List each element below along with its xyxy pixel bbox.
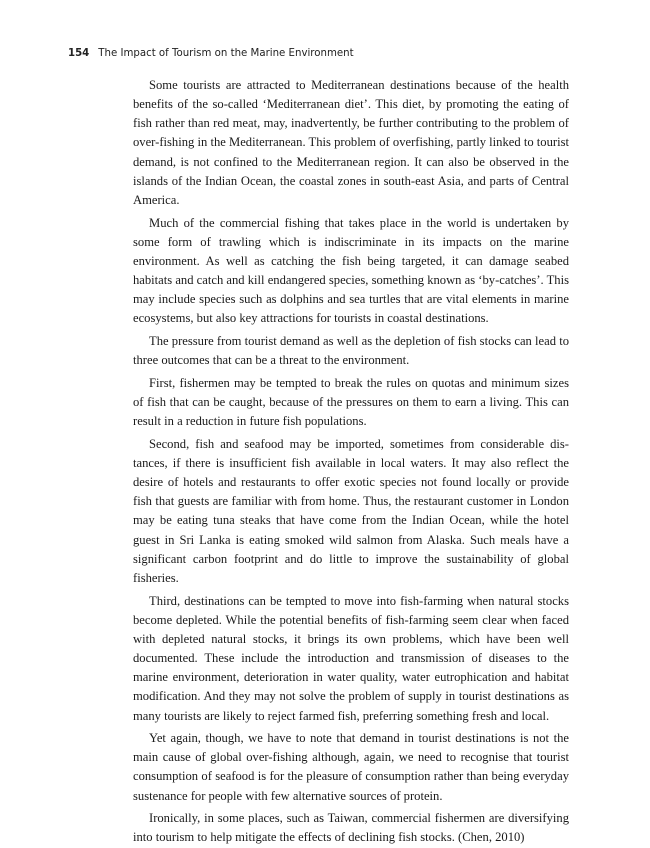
paragraph: The pressure from tourist demand as well as the depletion of fish stocks can lead to three outcomes that can be a threat to the environment. bbox=[133, 334, 569, 368]
paragraph: Third, destinations can be tempted to move into fish-farming when natural stocks become depleted. While the potential benefits of fish-farming seem clear when faced with depleted natural stocks, it brings its own problems, which have been well documented. These include the introduction and transmission of diseases to the marine environment, deterioration in water quality, water eutrophication and habitat modification. And they may not solve the problem of supply in tourist destinations as many tourists are likely to reject farmed fish, preferring something fresh and local. bbox=[133, 593, 569, 723]
running-title: The Impact of Tourism on the Marine Environment bbox=[98, 48, 354, 59]
paragraph: Second, fish and seafood may be imported, sometimes from considerable distances, if there is insufficient fish available in local waters. It may also reflect the desire of hotels and restaurants to offer exotic species not found locally or provide fish that guests are familiar with from home. Thus, the restaurant customer in London may be eating tuna steaks that have come from the Indian Ocean, while the hotel guest in Sri Lanka is eating smoked wild salmon from Alaska. Such meals have a significant carbon footprint and do little to improve the sustainability of global fisheries. bbox=[133, 436, 569, 585]
paragraph: Yet again, though, we have to note that demand in tourist destinations is not the main cause of global over-fishing although, again, we need to recognise that tourist consumption of seafood is for the pleasure of consumption rather than being everyday sustenance for people with few alternative sources of protein. bbox=[133, 731, 569, 803]
paragraph: Much of the commercial fishing that takes place in the world is undertaken by some form of trawling which is indiscriminate in its impacts on the marine environment. As well as catching the fish being targeted, it can damage seabed habitats and catch and kill endangered species, something known as ‘by-catches’. This may include species such as dolphins and sea turtles that are vital elements in marine ecosystems, but also key attractions for tourists in coastal destinations. bbox=[133, 215, 569, 326]
paragraph: First, fishermen may be tempted to break the rules on quotas and minimum sizes of fish that can be caught, because of the pressures on them to earn a living. This can result in a reduction in future fish populations. bbox=[133, 375, 569, 429]
body-text bbox=[133, 76, 569, 848]
paragraph: Some tourists are attracted to Mediterranean destinations because of the health benefits of the so-called ‘Mediterranean diet’. This diet, by promoting the eating of fish rather than red meat, may, inadvertently, be further contributing to the problem of over-fishing in the Mediterranean. This problem of overfishing, partly linked to tourist demand, is not confined to the Mediterranean region. It can also be observed in the islands of the Indian Ocean, the coastal zones in south-east Asia, and parts of Central America. bbox=[133, 78, 569, 207]
paragraph: Ironically, in some places, such as Taiwan, commercial fishermen are diversifying into tourism to help mitigate the effects of declining fish stocks. (Chen, 2010) bbox=[133, 811, 569, 845]
page-number: 154 bbox=[68, 48, 90, 59]
running-head bbox=[68, 48, 354, 59]
